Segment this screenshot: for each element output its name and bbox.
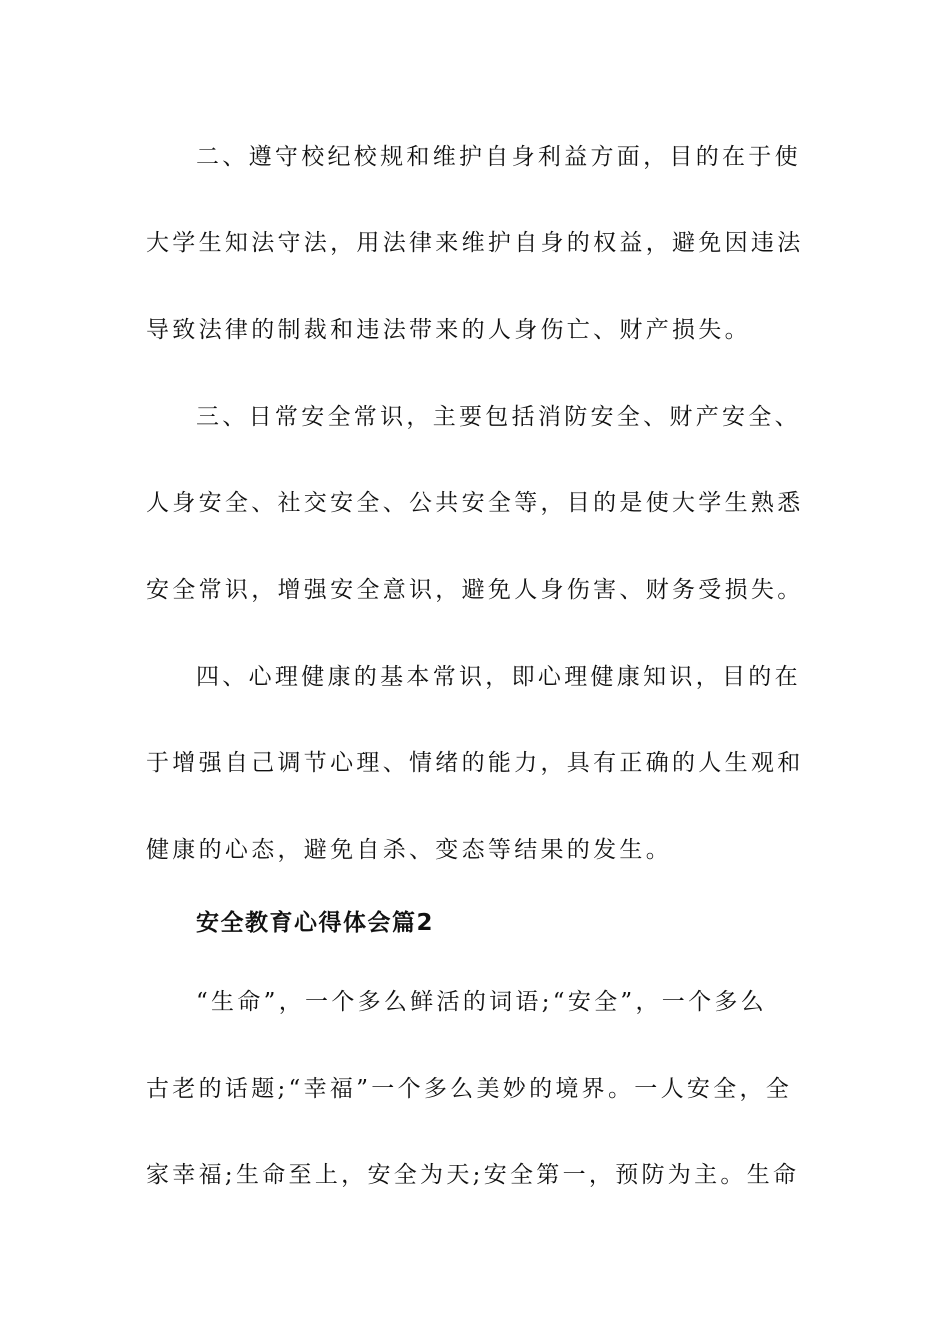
paragraph-3-line-1: 三、日常安全常识，主要包括消防安全、财产安全、 [196, 404, 801, 430]
paragraph-5-line-3: 家幸福;生命至上，安全为天;安全第一，预防为主。生命 [146, 1162, 800, 1188]
paragraph-3-line-2: 人身安全、社交安全、公共安全等，目的是使大学生熟悉 [146, 490, 804, 516]
paragraph-4-line-1: 四、心理健康的基本常识，即心理健康知识，目的在 [196, 664, 801, 690]
paragraph-5-line-2: 古老的话题;“幸福”一个多么美妙的境界。一人安全，全 [146, 1076, 793, 1102]
paragraph-2-line-1: 二、遵守校纪校规和维护自身利益方面，目的在于使 [196, 144, 801, 170]
paragraph-4-line-2: 于增强自己调节心理、情绪的能力，具有正确的人生观和 [146, 750, 804, 776]
paragraph-2-line-2: 大学生知法守法，用法律来维护自身的权益，避免因违法 [146, 230, 804, 256]
paragraph-2-line-3: 导致法律的制裁和违法带来的人身伤亡、财产损失。 [146, 317, 751, 343]
paragraph-3-line-3: 安全常识，增强安全意识，避免人身伤害、财务受损失。 [146, 577, 804, 603]
paragraph-5-line-1: “生命”，一个多么鲜活的词语;“安全”，一个多么 [196, 989, 767, 1015]
paragraph-4-line-3: 健康的心态，避免自杀、变态等结果的发生。 [146, 837, 672, 863]
section-heading: 安全教育心得体会篇2 [196, 910, 435, 936]
